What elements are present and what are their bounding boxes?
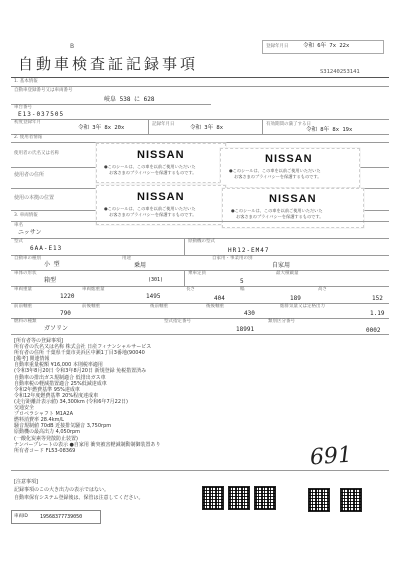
body-value: 箱型 — [44, 277, 57, 284]
gross-weight-label: 車両総重量 — [82, 287, 105, 292]
rule — [11, 318, 389, 319]
rule — [262, 119, 263, 134]
sticker-note-line: ●このシールは、この車を以前ご使用いただいた — [104, 206, 196, 211]
height-value: 152 — [372, 295, 383, 302]
remarks-line: 燃料消費率 28.4km/L — [14, 417, 64, 424]
section-1-heading: 1. 基本情報 — [14, 79, 38, 84]
category-value: 小 型 — [44, 261, 60, 268]
remarks-line: 自動車の排出ガス規制適合 低排出ガス車 — [14, 374, 106, 381]
chassis-label: 車台番号 — [14, 105, 32, 110]
remarks-line: 交通安全 — [14, 405, 35, 412]
rule — [11, 303, 389, 304]
vehicle-id-label: 車両ID — [14, 514, 28, 519]
sticker-note — [231, 208, 323, 221]
car-name-value: ニッサン — [18, 229, 42, 236]
issue-date-label: 登録年月日 — [266, 44, 289, 49]
qr-code — [202, 486, 224, 510]
gross-weight-value: 1495 — [146, 293, 161, 300]
rule — [11, 334, 389, 335]
reg-number-value: 岐阜 538 に 628 — [104, 96, 155, 103]
category-label: 自動車の種別 — [14, 256, 41, 261]
remarks-line: 自動車重量税額 ¥16,000 本則税率適用 — [14, 362, 103, 369]
type-number-value: 18991 — [236, 326, 255, 333]
issue-date-value: 令和 6年 7x 22x — [303, 43, 350, 49]
seat-value: 5 — [240, 278, 244, 285]
sticker-note-line: お客さまのプライバシーを保護するものです。 — [234, 174, 322, 180]
section-3-heading: 3. 車両情報 — [14, 213, 38, 218]
remarks-line: [所有者等の登録事項] — [14, 338, 63, 344]
front-axle-value: 790 — [60, 310, 71, 317]
sticker-note-line: ●このシールは、この車を以前ご使用いただいた — [104, 164, 196, 169]
privacy-sticker — [96, 143, 226, 183]
rule — [11, 134, 389, 135]
type-number-label: 型式指定番号 — [164, 319, 191, 324]
base-location-label: 使用の本拠の位置 — [14, 195, 55, 201]
fuel-label: 燃料の種類 — [14, 319, 37, 324]
document-title: 自動車検査証記録事項 — [18, 55, 199, 73]
qr-code — [340, 488, 362, 512]
sticker-note-line: ●このシールは、この車を以前ご使用いただいた — [229, 168, 321, 173]
nissan-logo: NISSAN — [137, 191, 185, 203]
vehicle-id-value: 19568377739050 — [40, 514, 83, 520]
remarks-line: 令和2年燃費基準 95%達成車 — [14, 386, 80, 393]
expiry-value: 令和 8年 8x 19x — [306, 127, 353, 133]
sticker-note — [104, 164, 196, 177]
handwritten-number: 691 — [309, 442, 353, 471]
sticker-note — [229, 168, 321, 181]
engine-label: 原動機の型式 — [188, 239, 215, 244]
sticker-note-line: お客さまのプライバシーを保護するものです。 — [109, 212, 197, 218]
rear-rear-axle-value: 430 — [244, 310, 255, 317]
user-name-label: 使用者の氏名又は名称 — [14, 151, 59, 156]
seat-label: 乗車定員 — [188, 271, 206, 276]
remarks-line: 原動機の最高出力 4,050rpm — [14, 429, 81, 436]
nissan-logo: NISSAN — [269, 193, 317, 205]
footer-line: 自動車保有システム登録後は、保管は注意してください。 — [14, 495, 144, 501]
length-label: 長さ — [186, 287, 195, 292]
rear-rear-axle-label: 後後軸重 — [206, 304, 224, 309]
front-rear-axle-label: 前後軸重 — [82, 304, 100, 309]
rule — [184, 238, 185, 255]
remarks-line: (走行距離計表示値) 34,300km (令和6年7月22日) — [14, 398, 128, 405]
weight-label: 車両重量 — [14, 287, 32, 292]
use-label: 用途 — [122, 256, 131, 261]
width-label: 幅 — [240, 287, 245, 292]
first-reg-label: 初度登録年月 — [14, 120, 41, 125]
weight-value: 1220 — [60, 293, 75, 300]
qr-code — [308, 488, 330, 512]
vehicle-id-box — [11, 510, 101, 524]
qr-code — [228, 486, 250, 510]
privacy-sticker — [222, 188, 364, 228]
remarks-line: 所有者コード FL53-08369 — [14, 447, 76, 454]
rule — [11, 255, 389, 256]
footer-notes — [14, 478, 144, 502]
model-label: 型式 — [14, 239, 23, 244]
code-value: (301) — [148, 277, 164, 283]
reg-number-label: 自動車登録番号又は車両番号 — [14, 88, 73, 93]
displacement-value: 1.19 — [370, 310, 385, 317]
model-value: 6AA-E13 — [30, 245, 63, 252]
issue-date-box — [262, 40, 384, 54]
rule — [11, 470, 389, 471]
user-address-label: 使用者の住所 — [14, 172, 45, 178]
class-number-value: 0002 — [366, 327, 381, 334]
width-value: 189 — [290, 295, 301, 302]
body-label: 車体の形状 — [14, 271, 37, 276]
displacement-label: 総排気量又は定格出力 — [280, 304, 325, 309]
rule — [11, 77, 389, 78]
record-date-label: 記録年月日 — [152, 122, 175, 127]
sticker-note-line: お客さまのプライバシーを保護するものです。 — [109, 170, 197, 176]
remarks-line: 騒音規制値 70dB 近接排気騒音 3,750rpm — [14, 423, 112, 430]
remarks-line: 所有者の氏名又は名称 株式会社 日産フィナンシャルサービス — [14, 344, 152, 351]
chassis-value: E13-037505 — [18, 111, 65, 118]
footer-line: 記録事項のこの大き出力の表示ではない。 — [14, 487, 110, 493]
remarks-line: (一酸化炭素等発散防止装置) — [14, 435, 78, 442]
ownership-value: 自家用 — [272, 262, 291, 269]
ownership-label: 自家用・事業用の別 — [212, 256, 253, 261]
load-label: 最大積載量 — [276, 271, 299, 276]
record-number: S31240253141 — [320, 69, 360, 75]
car-name-label: 車名 — [14, 223, 23, 228]
privacy-sticker — [96, 185, 226, 225]
sticker-note-line: ●このシールは、この車を以前ご使用いただいた — [231, 208, 323, 213]
nissan-logo: NISSAN — [265, 153, 313, 165]
front-axle-label: 前前軸重 — [14, 304, 32, 309]
nissan-logo: NISSAN — [137, 149, 185, 161]
section-2-heading: 2. 使用者情報 — [14, 135, 43, 140]
rule — [11, 286, 389, 287]
height-label: 高さ — [318, 287, 327, 292]
header-mark: B — [70, 43, 75, 50]
qr-code — [254, 486, 276, 510]
rule — [184, 270, 185, 286]
remarks-line: [備考] 関連情報 — [14, 356, 50, 363]
sticker-note — [104, 206, 196, 219]
class-number-label: 類別区分番号 — [268, 319, 295, 324]
expiry-label: 有効期間の満了する日 — [266, 122, 311, 127]
record-date-value: 令和 3年 8x — [190, 125, 224, 131]
remarks-line: プロペラシャフト M1A2A — [14, 411, 74, 418]
privacy-sticker — [220, 148, 360, 188]
rear-front-axle-label: 後前軸重 — [150, 304, 168, 309]
remarks-block — [14, 338, 274, 454]
remarks-line: 自動車税の軽減措置適合 25%低減達成車 — [14, 380, 107, 387]
first-reg-value: 令和 3年 8x 20x — [78, 125, 125, 131]
remarks-line: ナンバープレートの表示 ●自家用 衝突被害軽減制動制御装置あり — [14, 441, 161, 448]
length-value: 404 — [214, 295, 225, 302]
remarks-line: (令和3年8月20日 令和3年8月20日 新規登録 免税措置済み — [14, 368, 147, 375]
rule — [11, 221, 389, 222]
fuel-value: ガソリン — [44, 325, 69, 332]
footer-line: [注意事項] — [14, 479, 38, 485]
sticker-note-line: お客さまのプライバシーを保護するものです。 — [236, 214, 324, 220]
remarks-line: 所有者の住所 千葉県千葉市美浜区中瀬1丁目3番地(90040 — [14, 350, 145, 357]
remarks-line: 令和12年度燃費基準 20%程度達成車 — [14, 392, 99, 399]
use-value: 乗用 — [134, 262, 147, 269]
engine-value: HR12-EM47 — [228, 247, 270, 254]
rule — [11, 104, 211, 105]
rule — [148, 119, 149, 134]
rule — [11, 119, 389, 120]
rule — [11, 86, 389, 87]
